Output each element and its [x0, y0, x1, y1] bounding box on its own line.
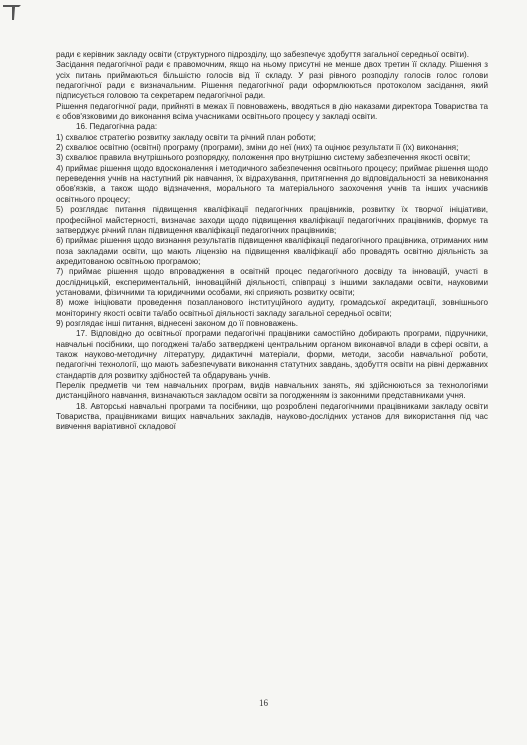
paragraph-continuation: ради є керівник закладу освіти (структурного підрозділу, що забезпечує здобуття загальної середньої освіти). — [56, 50, 469, 59]
staple-mark-icon — [3, 3, 25, 21]
list-item-7: 7) приймає рішення щодо впровадження в освітній процес педагогічного досвіду та інновацій, участі в дослідницькій, експериментальній, інноваційній діяльності, співпраці з іншими закладами освіти, науковими установами, фізичними та юридичними особами, які сприяють розвитку освіти; — [56, 267, 488, 297]
paragraph-decisions: Рішення педагогічної ради, прийняті в межах її повноважень, вводяться в дію наказами директора Товариства та є обов'язковими до виконання всіма учасниками освітнього процесу у закладі освіти. — [56, 101, 488, 122]
list-item-2: 2) схвалює освітню (освітні) програму (програми), зміни до неї (них) та оцінює результати її (їх) виконання; — [56, 143, 459, 153]
list-item-6: 6) приймає рішення щодо визнання результатів підвищення кваліфікації педагогічного працівника, отриманих ним поза закладами освіти, що мають ліцензію на підвищення кваліфікації або провадять освітню діяльність за акредитованою освітньою програмою; — [56, 236, 488, 266]
list-item-4: 4) приймає рішення щодо вдосконалення і методичного забезпечення освітнього процесу; приймає рішення щодо переведення учнів на наступний рік навчання, їх відрахування, притягнення до відповідальності за невиконання обов'язків, а також щодо відзначення, морального та матеріального заохочення учнів та інших учасників освітнього процесу; — [56, 163, 488, 204]
section-17: 17. Відповідно до освітньої програми педагогічні працівники самостійно добирають програми, підручники, навчальні посібники, що погоджені та/або затверджені центральним органом виконавчої влади в сфері освіти, а також науково-методичну літературу, дидактичні матеріали, форми, методи, засоби навчальної роботи, педагогічні технології, що мають забезпечувати виконання статутних завдань, здобуття освіти на рівні державних стандартів для розвитку здібностей та обдарувань учнів. — [56, 329, 488, 380]
paragraph-distance-learning: Перелік предметів чи тем навчальних програм, видів навчальних занять, які здійснюються за технологіями дистанційного навчання, визначаються закладом освіти за погодженням із законними представниками учня. — [56, 381, 488, 401]
list-item-9: 9) розглядає інші питання, віднесені законом до її повноважень. — [56, 318, 299, 328]
section-18: 18. Авторські навчальні програми та посібники, що розроблені педагогічними працівниками закладу освіти Товариства, працівниками вищих навчальних закладів, науково-дослідних установ для використання під час вивчення варіативної складової — [56, 401, 488, 432]
section-16-heading: 16. Педагогічна рада: — [76, 122, 158, 132]
paragraph-quorum: Засідання педагогічної ради є правомочним, якщо на ньому присутні не менше двох третин її складу. Рішення з усіх питань приймаються більшістю голосів від її складу. У разі рівного розподілу голосів голос голови педагогічної ради є визначальним. Рішення педагогічної ради оформлюються протоколом засідання, який підписується головою та секретарем педагогічної ради. — [56, 60, 488, 101]
list-item-8: 8) може ініціювати проведення позапланового інституційного аудиту, громадської акредитації, зовнішнього моніторингу якості освіти та/або освітньої діяльності закладу загальної середньої освіти; — [56, 298, 488, 318]
page-number: 16 — [259, 698, 268, 708]
list-item-5: 5) розглядає питання підвищення кваліфікації педагогічних працівників, розвитку їх творчої ініціативи, професійної майстерності, визначає заходи щодо підвищення кваліфікації педагогічних працівників, формує та затверджує річний план підвищення кваліфікації педагогічних працівників; — [56, 205, 488, 235]
body-text — [56, 50, 488, 433]
list-item-3: 3) схвалює правила внутрішнього розпорядку, положення про внутрішню систему забезпечення якості освіти; — [56, 153, 471, 163]
list-item-1: 1) схвалює стратегію розвитку закладу освіти та річний план роботи; — [56, 132, 316, 142]
